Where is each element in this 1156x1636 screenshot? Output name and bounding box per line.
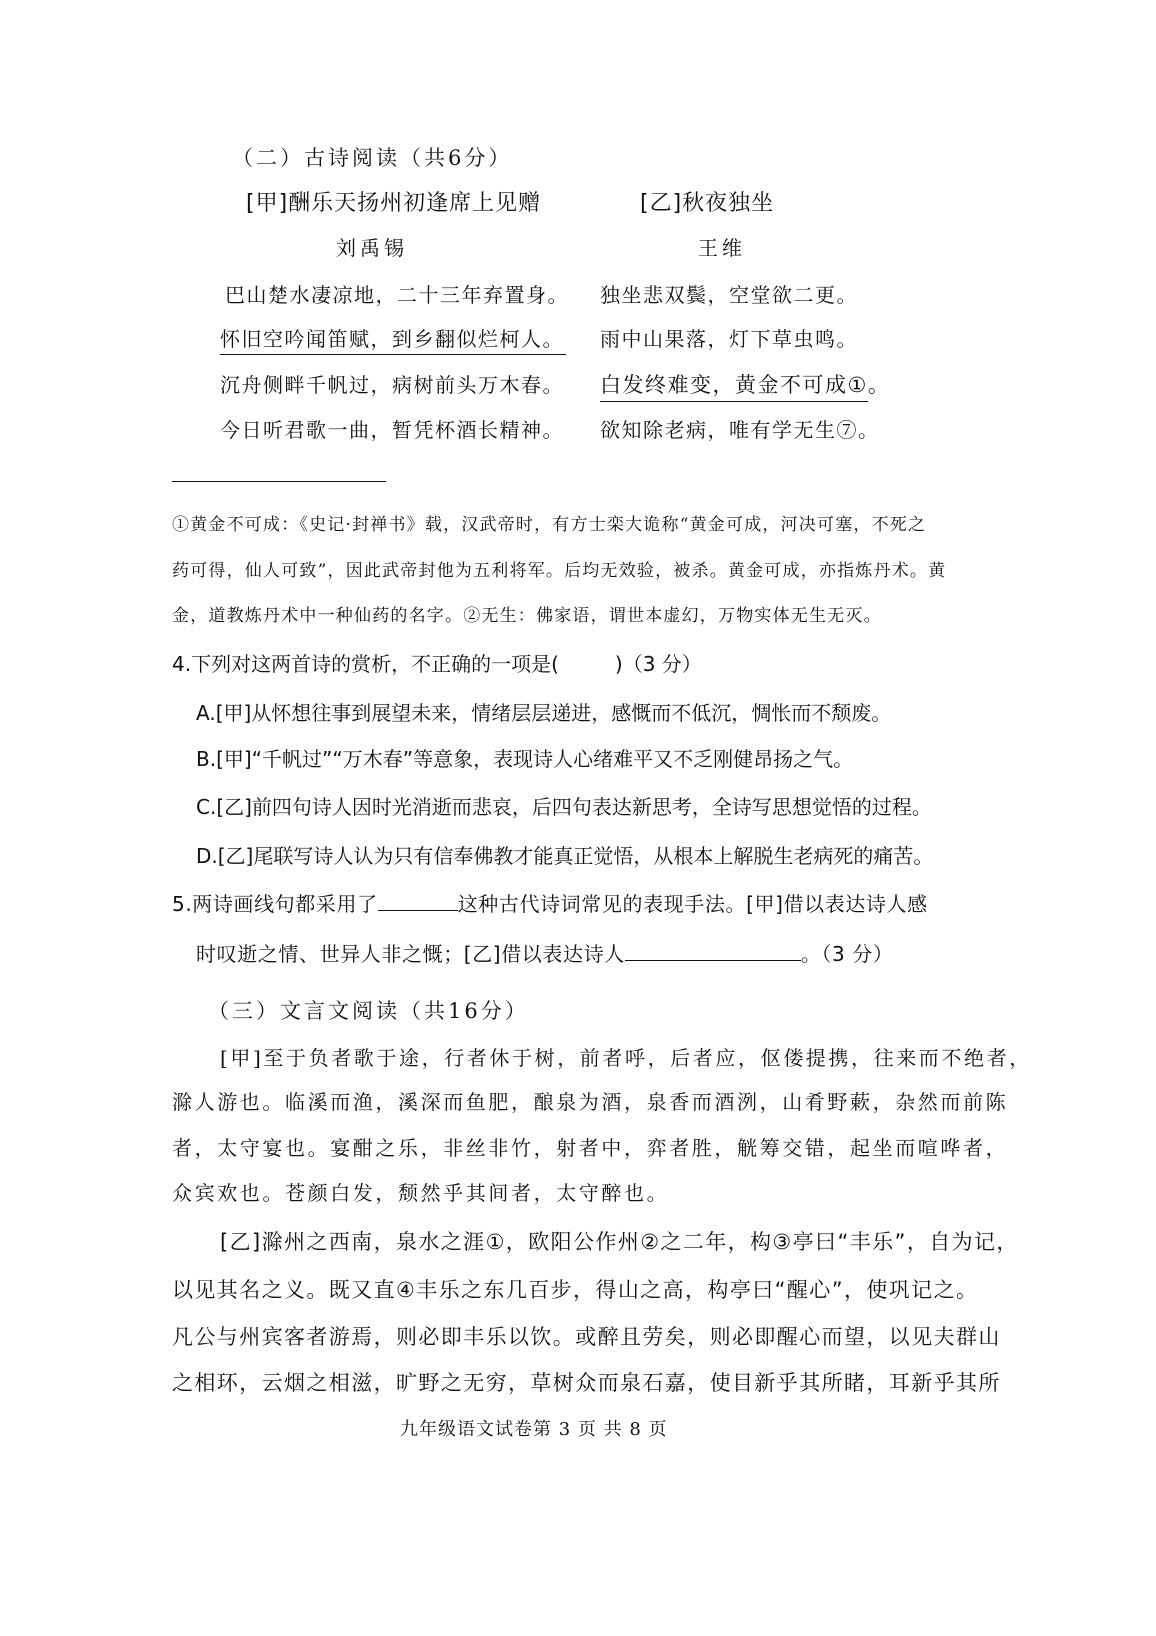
- footnote-line: 金，道教炼丹术中一种仙药的名字。②无生：佛家语，谓世本虚幻，万物实体无生无灭。: [172, 606, 882, 626]
- passage-a-line: 众宾欢也。苍颜白发，颓然乎其间者，太守醉也。: [172, 1181, 670, 1205]
- passage-b-line: 之相环，云烟之相滋，旷野之无穷，草树众而泉石嘉，使目新乎其所睹，耳新乎其所: [172, 1371, 1001, 1395]
- question-5-score: 。（3 分）: [800, 942, 894, 966]
- footnote-line: 药可得，仙人可致”，因此武帝封他为五利将军。后均无效验，被杀。黄金可成，亦指炼丹术。黄: [172, 561, 947, 581]
- answer-blank-technique[interactable]: [378, 890, 458, 911]
- question-5-line-1: [172, 888, 928, 917]
- question-5-line-2: [196, 938, 894, 967]
- poem-a-author: 刘禹锡: [336, 236, 408, 260]
- option-b: B.[甲]“千帆过”“万木春”等意象，表现诗人心绪难平又不乏刚健昂扬之气。: [196, 747, 854, 771]
- passage-b-line: 凡公与州宾客者游焉，则必即丰乐以饮。或醉且劳矣，则必即醒心而望，以见夫群山: [172, 1325, 1001, 1349]
- passage-a-line: [甲]至于负者歌于途，行者休于树，前者呼，后者应，伛偻提携，往来而不绝者，: [220, 1046, 1032, 1070]
- passage-a-line: 者，太守宴也。宴酣之乐，非丝非竹，射者中，弈者胜，觥筹交错，起坐而喧哗者，: [172, 1136, 1009, 1160]
- poem-b-line-underlined: 白发终难变，黄金不可成①。: [600, 369, 868, 402]
- poem-b-line: 独坐悲双鬓，空堂欲二更。: [600, 283, 858, 307]
- passage-b-line: [乙]滁州之西南，泉水之涯①，欧阳公作州②之二年，构③亭曰“丰乐”，自为记，: [220, 1230, 1019, 1254]
- passage-b-line: 以见其名之义。既又直④丰乐之东几百步，得山之高，构亭曰“醒心”，使巩记之。: [172, 1278, 979, 1302]
- page-footer: 九年级语文试卷第 3 页 共 8 页: [400, 1419, 668, 1440]
- poem-a-line-underlined: 怀旧空吟闻笛赋，到乡翻似烂柯人。: [220, 323, 566, 355]
- footnote-line: ①黄金不可成：《史记·封禅书》载，汉武帝时，有方士栾大诡称“黄金可成，河决可塞，不死之: [172, 515, 927, 535]
- question-4-text: 4.下列对这两首诗的赏析，不正确的一项是(: [172, 652, 559, 676]
- poem-b-author: 王维: [698, 236, 746, 260]
- question-4-stem: [172, 648, 702, 677]
- question-5-text: 这种古代诗词常见的表现手法。[甲]借以表达诗人感: [457, 892, 928, 916]
- poem-a-line: 沉舟侧畔千帆过，病树前头万木春。: [220, 373, 564, 397]
- poem-a-title: [甲]酬乐天扬州初逢席上见赠: [246, 191, 542, 216]
- answer-blank-feeling[interactable]: [625, 940, 801, 961]
- question-5-text: 5.两诗画线句都采用了: [172, 892, 378, 916]
- section-heading-classical: （三）文言文阅读（共16分）: [208, 999, 529, 1023]
- question-4-score: )（3 分）: [614, 652, 702, 676]
- poem-b-line: 雨中山果落，灯下草虫鸣。: [600, 327, 858, 351]
- poem-a-line: 巴山楚水凄凉地，二十三年弃置身。: [225, 283, 569, 307]
- poem-b-line: 欲知除老病，唯有学无生⑦。: [600, 418, 880, 442]
- passage-a-line: 滁人游也。临溪而渔，溪深而鱼肥，酿泉为酒，泉香而酒洌，山肴野蔌，杂然而前陈: [172, 1090, 1009, 1114]
- poem-b-title: [乙]秋夜独坐: [640, 191, 775, 216]
- section-heading-poetry: （二）古诗阅读（共6分）: [232, 146, 513, 170]
- option-d: D.[乙]尾联写诗人认为只有信奉佛教才能真正觉悟，从根本上解脱生老病死的痛苦。: [196, 844, 934, 868]
- option-c: C.[乙]前四句诗人因时光消逝而悲哀，后四句表达新思考，全诗写思想觉悟的过程。: [196, 795, 932, 819]
- footnote-divider: [172, 481, 386, 482]
- question-5-text: 时叹逝之情、世异人非之慨；[乙]借以表达诗人: [196, 942, 625, 966]
- poem-a-line: 今日听君歌一曲，暂凭杯酒长精神。: [220, 418, 564, 442]
- option-a: A.[甲]从怀想往事到展望未来，情绪层层递进，感慨而不低沉，惆怅而不颓废。: [196, 701, 892, 725]
